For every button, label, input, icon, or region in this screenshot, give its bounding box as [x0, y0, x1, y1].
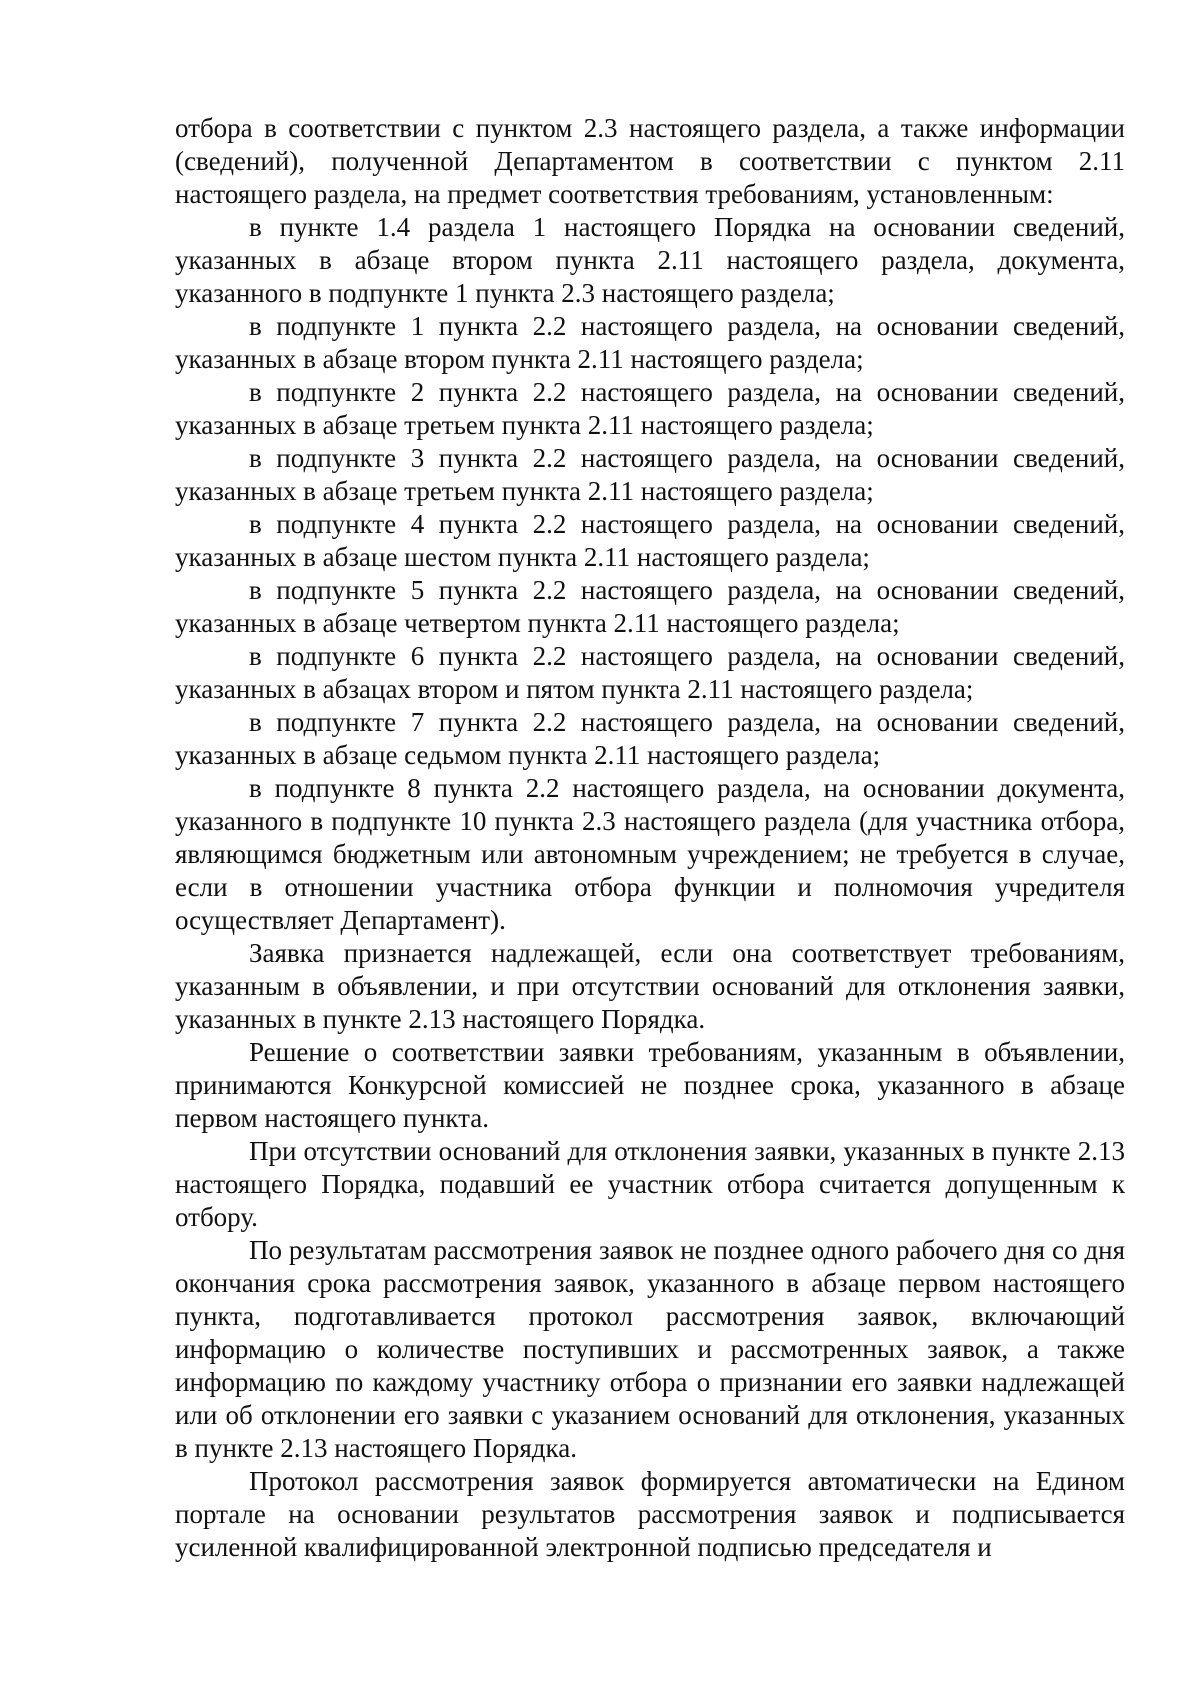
paragraph-protocol-preparation: По результатам рассмотрения заявок не позднее одного рабочего дня со дня окончания срока рассмотрения заявок, указанного в абзаце первом настоящего пункта, подготавливается протокол рассмотрения заявок, включающий информацию о количестве поступивших и рассмотренных заявок, а также информацию по каждому участнику отбора о признании его заявки надлежащей или об отклонении его заявки с указанием оснований для отклонения, указанных в пункте 2.13 настоящего Порядка.	[175, 1235, 1125, 1463]
paragraph-subpoint-4: в подпункте 4 пункта 2.2 настоящего раздела, на основании сведений, указанных в абзаце шестом пункта 2.11 настоящего раздела;	[175, 509, 1125, 572]
paragraph-application-proper: Заявка признается надлежащей, если она соответствует требованиям, указанным в объявлении, и при отсутствии оснований для отклонения заявки, указанных в пункте 2.13 настоящего Порядка.	[175, 938, 1125, 1034]
document-body	[175, 112, 1125, 1564]
paragraph-subpoint-3: в подпункте 3 пункта 2.2 настоящего раздела, на основании сведений, указанных в абзаце третьем пункта 2.11 настоящего раздела;	[175, 443, 1125, 506]
paragraph-criterion-1-4: в пункте 1.4 раздела 1 настоящего Порядка на основании сведений, указанных в абзаце втором пункта 2.11 настоящего раздела, документа, указанного в подпункте 1 пункта 2.3 настоящего раздела;	[175, 212, 1125, 308]
paragraph-continuation: отбора в соответствии с пунктом 2.3 настоящего раздела, а также информации (сведений), полученной Департаментом в соответствии с пунктом 2.11 настоящего раздела, на предмет соответствия требованиям, установленным:	[175, 113, 1125, 209]
paragraph-subpoint-7: в подпункте 7 пункта 2.2 настоящего раздела, на основании сведений, указанных в абзаце седьмом пункта 2.11 настоящего раздела;	[175, 707, 1125, 770]
paragraph-protocol-signing: Протокол рассмотрения заявок формируется автоматически на Едином портале на основании результатов рассмотрения заявок и подписывается усиленной квалифицированной электронной подписью председателя и	[175, 1466, 1125, 1562]
paragraph-admission: При отсутствии оснований для отклонения заявки, указанных в пункте 2.13 настоящего Порядка, подавший ее участник отбора считается допущенным к отбору.	[175, 1136, 1125, 1232]
paragraph-subpoint-1: в подпункте 1 пункта 2.2 настоящего раздела, на основании сведений, указанных в абзаце втором пункта 2.11 настоящего раздела;	[175, 311, 1125, 374]
paragraph-subpoint-5: в подпункте 5 пункта 2.2 настоящего раздела, на основании сведений, указанных в абзаце четвертом пункта 2.11 настоящего раздела;	[175, 575, 1125, 638]
paragraph-commission-decision: Решение о соответствии заявки требованиям, указанным в объявлении, принимаются Конкурсной комиссией не позднее срока, указанного в абзаце первом настоящего пункта.	[175, 1037, 1125, 1133]
paragraph-subpoint-2: в подпункте 2 пункта 2.2 настоящего раздела, на основании сведений, указанных в абзаце третьем пункта 2.11 настоящего раздела;	[175, 377, 1125, 440]
paragraph-subpoint-6: в подпункте 6 пункта 2.2 настоящего раздела, на основании сведений, указанных в абзацах втором и пятом пункта 2.11 настоящего раздела;	[175, 641, 1125, 704]
paragraph-subpoint-8: в подпункте 8 пункта 2.2 настоящего раздела, на основании документа, указанного в подпункте 10 пункта 2.3 настоящего раздела (для участника отбора, являющимся бюджетным или автономным учреждением; не требуется в случае, если в отношении участника отбора функции и полномочия учредителя осуществляет Департамент).	[175, 773, 1125, 935]
